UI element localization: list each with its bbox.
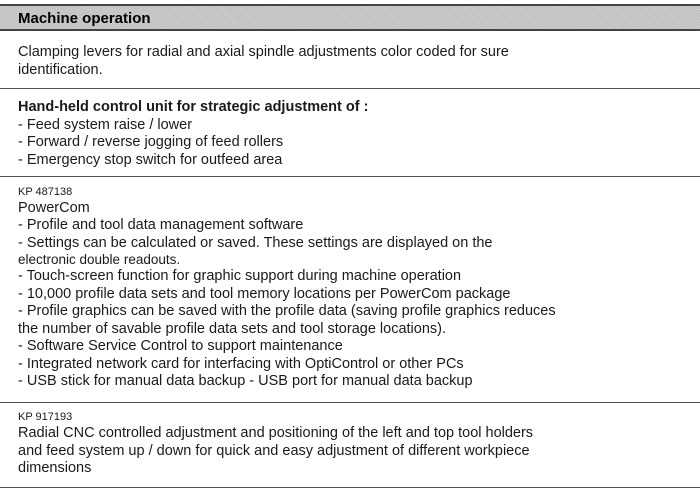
option-code: KP 917193	[18, 411, 73, 423]
list-item-continuation: electronic double readouts.	[18, 252, 181, 267]
list-item: - USB stick for manual data backup - USB port for manual data backup	[18, 373, 473, 389]
option-code: KP 487138	[18, 186, 73, 198]
divider	[0, 487, 700, 488]
list-item: - Profile graphics can be saved with the profile data (saving profile graphics reduces	[18, 303, 556, 319]
list-item: - Settings can be calculated or saved. These settings are displayed on the	[18, 234, 493, 251]
list-item: - 10,000 profile data sets and tool memory locations per PowerCom package	[18, 285, 511, 302]
clamping-levers-section	[0, 44, 700, 79]
list-item: - Touch-screen function for graphic support during machine operation	[18, 268, 462, 284]
list-item: - Integrated network card for interfacing with OptiControl or other PCs	[18, 355, 464, 372]
text-line: Clamping levers for radial and axial spindle adjustments color coded for sure	[18, 44, 509, 60]
text-line: dimensions	[18, 460, 92, 476]
section-header-bar	[0, 4, 700, 31]
list-item: - Profile and tool data management software	[18, 217, 304, 233]
radial-cnc-section	[0, 410, 700, 478]
section-header-title: Machine operation	[18, 10, 151, 27]
divider	[0, 402, 700, 403]
list-item-continuation: the number of savable profile data sets and tool storage locations).	[18, 320, 447, 337]
section-heading: Hand-held control unit for strategic adjustment of :	[18, 99, 369, 115]
hand-held-control-section	[0, 99, 700, 169]
powercom-section	[0, 185, 700, 391]
divider	[0, 88, 700, 89]
list-item: - Software Service Control to support maintenance	[18, 338, 343, 354]
divider	[0, 176, 700, 177]
text-line: identification.	[18, 61, 103, 78]
list-item: - Forward / reverse jogging of feed rollers	[18, 134, 284, 150]
list-item: - Feed system raise / lower	[18, 116, 193, 133]
text-line: and feed system up / down for quick and easy adjustment of different workpiece	[18, 442, 530, 459]
list-item: - Emergency stop switch for outfeed area	[18, 151, 283, 168]
text-line: Radial CNC controlled adjustment and positioning of the left and top tool holders	[18, 425, 534, 441]
option-title: PowerCom	[18, 200, 90, 216]
